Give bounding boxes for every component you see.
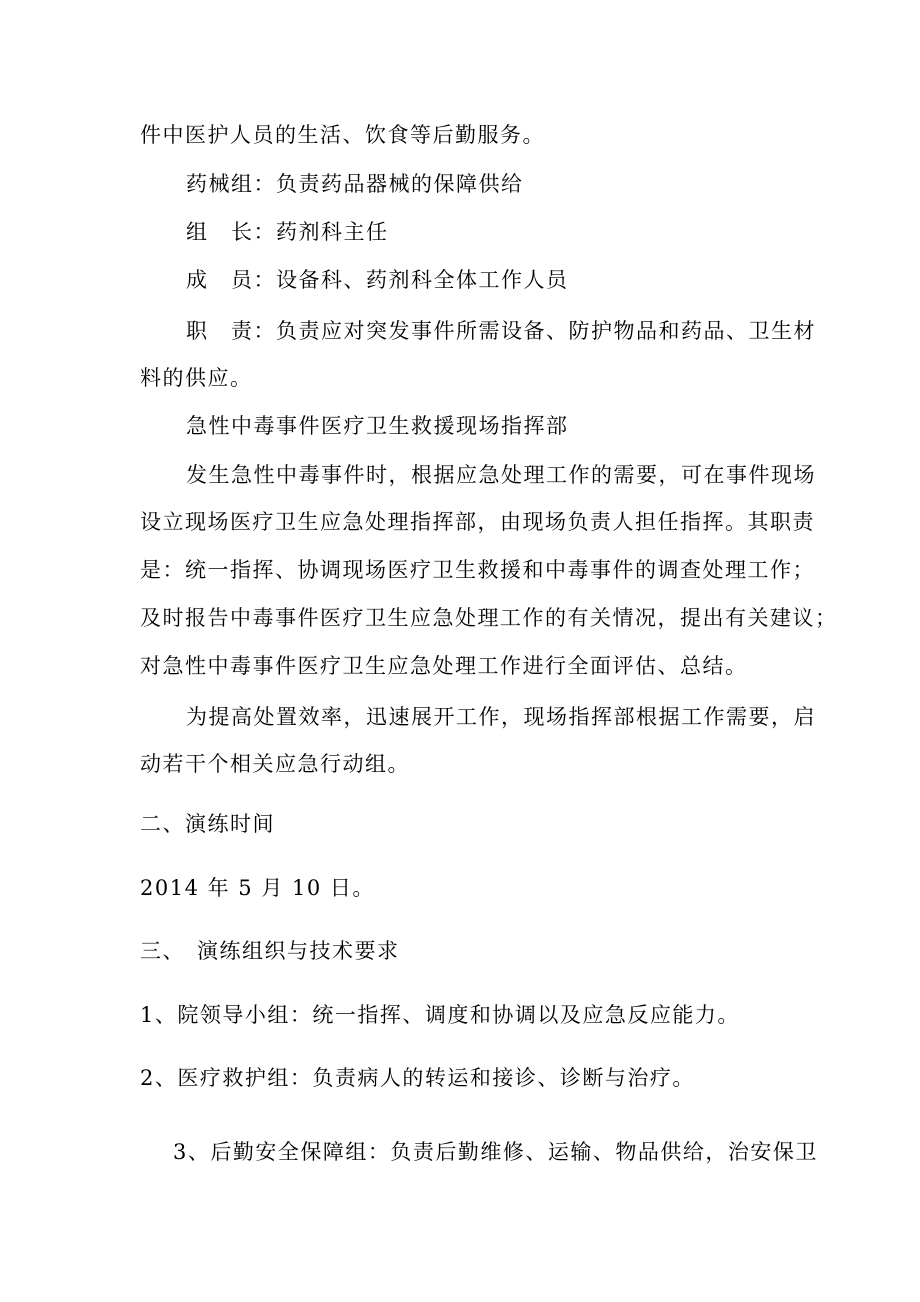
text-line: 动若干个相关应急行动组。 <box>140 752 410 776</box>
text-line: 3、后勤安全保障组：负责后勤维修、运输、物品供给，治安保卫 <box>173 1140 818 1164</box>
text-line: 组 长：药剂科主任 <box>186 220 389 244</box>
text-line: 件中医护人员的生活、饮食等后勤服务。 <box>140 123 545 147</box>
section-heading: 二、演练时间 <box>140 812 275 836</box>
text-line: 设立现场医疗卫生应急处理指挥部，由现场负责人担任指挥。其职责 <box>140 510 815 534</box>
text-line: 2、医疗救护组：负责病人的转运和接诊、诊断与治疗。 <box>140 1066 695 1090</box>
text-line: 发生急性中毒事件时，根据应急处理工作的需要，可在事件现场 <box>186 463 816 487</box>
section-heading: 急性中毒事件医疗卫生救援现场指挥部 <box>186 414 569 438</box>
text-line: 成 员：设备科、药剂科全体工作人员 <box>186 268 569 292</box>
text-line: 是：统一指挥、协调现场医疗卫生救援和中毒事件的调查处理工作； <box>140 558 815 582</box>
text-line: 及时报告中毒事件医疗卫生应急处理工作的有关情况，提出有关建议； <box>140 606 838 630</box>
text-line: 职 责：负责应对突发事件所需设备、防护物品和药品、卫生材 <box>186 319 816 343</box>
text-line: 1、院领导小组：统一指挥、调度和协调以及应急反应能力。 <box>140 1003 740 1027</box>
section-heading: 三、 演练组织与技术要求 <box>140 939 400 963</box>
text-line: 对急性中毒事件医疗卫生应急处理工作进行全面评估、总结。 <box>140 654 748 678</box>
text-line: 药械组：负责药品器械的保障供给 <box>186 172 524 196</box>
text-line: 为提高处置效率，迅速展开工作，现场指挥部根据工作需要，启 <box>186 705 816 729</box>
text-line: 2014 年 5 月 10 日。 <box>140 876 375 900</box>
text-line: 料的供应。 <box>140 366 253 390</box>
